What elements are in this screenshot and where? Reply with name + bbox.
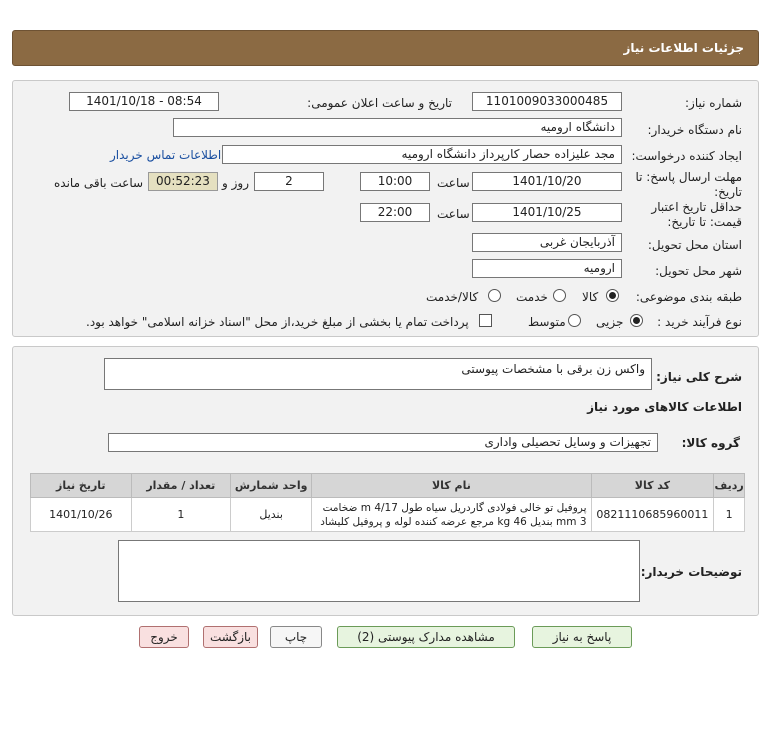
validity-time-label: ساعت (437, 207, 470, 221)
group-field: تجهیزات و وسایل تحصیلی واداری (108, 433, 658, 452)
validity-time-field: 22:00 (360, 203, 430, 222)
deadline-label-1: مهلت ارسال پاسخ: تا (635, 170, 742, 184)
buyer-org-label: نام دستگاه خریدار: (647, 123, 742, 137)
deadline-time-label: ساعت (437, 176, 470, 190)
attachments-button[interactable]: مشاهده مدارک پیوستی (2) (337, 626, 515, 648)
deadline-time-field: 10:00 (360, 172, 430, 191)
deadline-label-2: تاریخ: (714, 185, 742, 199)
category-option-both: کالا/خدمت (426, 290, 479, 304)
col-name: نام کالا (312, 474, 591, 498)
days-label: روز و (222, 176, 249, 190)
province-label: استان محل تحویل: (647, 238, 742, 252)
buyer-org-field: دانشگاه ارومیه (173, 118, 622, 137)
category-radio-goods[interactable] (606, 289, 619, 302)
exit-button[interactable]: خروج (139, 626, 189, 648)
validity-date-field: 1401/10/25 (472, 203, 622, 222)
page-title: جزئیات اطلاعات نیاز (623, 41, 744, 55)
back-button[interactable]: بازگشت (203, 626, 258, 648)
treasury-checkbox[interactable] (479, 314, 492, 327)
announce-label: تاریخ و ساعت اعلان عمومی: (307, 96, 452, 110)
process-option-minor: جزیی (596, 315, 624, 329)
cell-name: پروفیل تو خالی فولادی گاردریل سیاه طول 4/17 m ضخامت 3 mm بندیل 46 kg مرجع عرضه کننده لوله و پروفیل کلیشاد (312, 498, 591, 532)
buyer-notes-field (118, 540, 640, 602)
cell-index: 1 (714, 498, 745, 532)
province-field: آذربایجان غربی (472, 233, 622, 252)
group-label: گروه کالا: (681, 436, 740, 450)
city-field: ارومیه (472, 259, 622, 278)
cell-date: 1401/10/26 (31, 498, 132, 532)
items-table-wrapper (30, 473, 745, 532)
days-field: 2 (254, 172, 324, 191)
category-option-service: خدمت (516, 290, 548, 304)
requester-label: ایجاد کننده درخواست: (631, 149, 742, 163)
category-radio-both[interactable] (488, 289, 501, 302)
category-option-goods: کالا (582, 290, 599, 304)
need-number-field: 1101009033000485 (472, 92, 622, 111)
summary-label: شرح کلی نیاز: (656, 370, 742, 384)
deadline-date-field: 1401/10/20 (472, 172, 622, 191)
process-label: نوع فرآیند خرید : (657, 315, 742, 329)
items-title: اطلاعات کالاهای مورد نیاز (587, 400, 742, 414)
requester-field: مجد علیزاده حصار کارپرداز دانشگاه ارومیه (222, 145, 622, 164)
table-header-row (31, 474, 745, 498)
page-header (12, 30, 759, 66)
cell-unit: بندیل (231, 498, 312, 532)
reply-button[interactable]: پاسخ به نیاز (532, 626, 632, 648)
items-table (30, 473, 745, 532)
summary-field: واکس زن برقی با مشخصات پیوستی (104, 358, 652, 390)
table-row (31, 498, 745, 532)
buyer-contact-link[interactable]: اطلاعات تماس خریدار (110, 148, 222, 162)
buyer-notes-label: توضیحات خریدار: (640, 565, 742, 579)
city-label: شهر محل تحویل: (655, 264, 742, 278)
need-number-label: شماره نیاز: (685, 96, 742, 110)
category-radio-service[interactable] (553, 289, 566, 302)
process-radio-medium[interactable] (568, 314, 581, 327)
treasury-note: پرداخت تمام یا بخشی از مبلغ خرید،از محل "اسناد خزانه اسلامی" خواهد بود. (86, 315, 469, 329)
cell-qty: 1 (131, 498, 231, 532)
process-option-medium: متوسط (528, 315, 566, 329)
validity-label-1: حداقل تاریخ اعتبار (651, 200, 742, 214)
col-date: تاریخ نیاز (31, 474, 132, 498)
remaining-time-field: 00:52:23 (148, 172, 218, 191)
process-radio-minor[interactable] (630, 314, 643, 327)
category-label: طبقه بندی موضوعی: (635, 290, 742, 304)
col-qty: تعداد / مقدار (131, 474, 231, 498)
cell-code: 0821110685960011 (591, 498, 714, 532)
print-button[interactable]: چاپ (270, 626, 322, 648)
col-code: کد کالا (591, 474, 714, 498)
col-index: ردیف (714, 474, 745, 498)
validity-label-2: قیمت: تا تاریخ: (667, 215, 742, 229)
remaining-label: ساعت باقی مانده (54, 176, 144, 190)
col-unit: واحد شمارش (231, 474, 312, 498)
announce-field: 1401/10/18 - 08:54 (69, 92, 219, 111)
